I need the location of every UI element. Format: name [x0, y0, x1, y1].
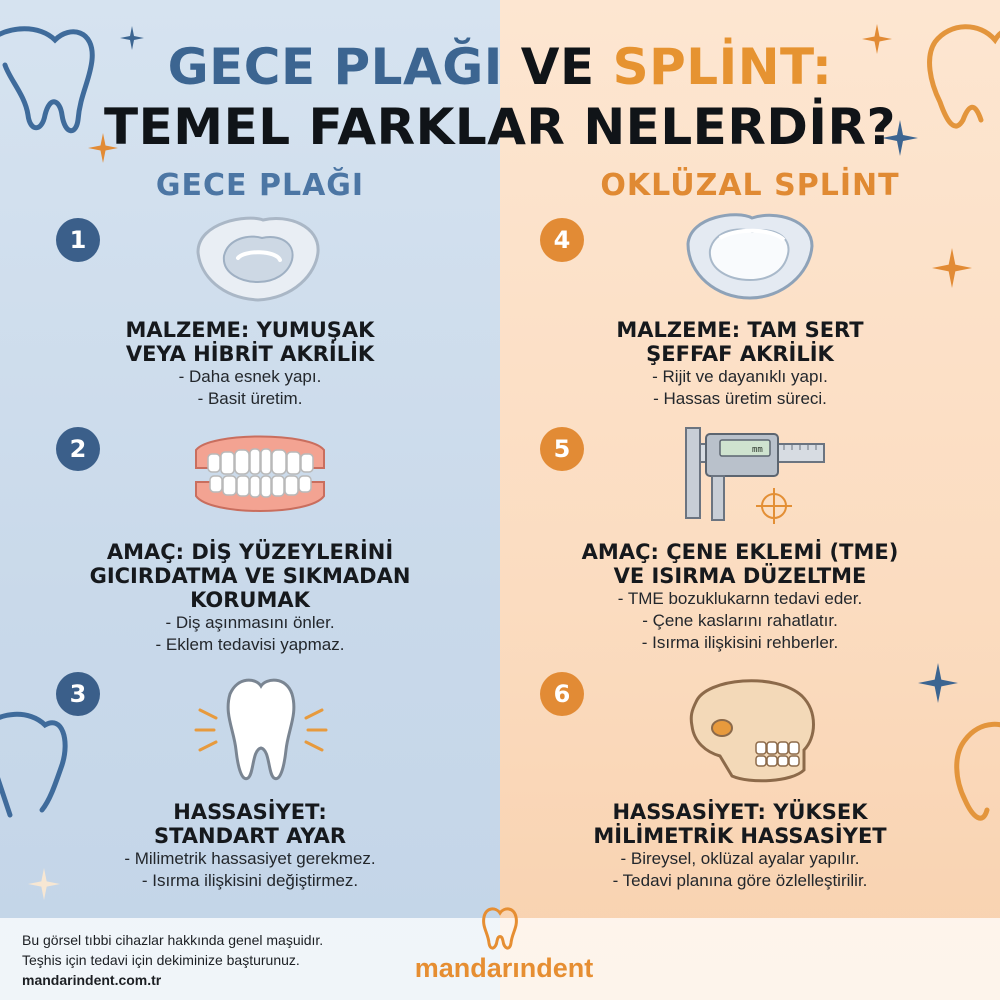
splint-icon	[680, 208, 820, 304]
brand-tooth-logo-icon	[478, 905, 522, 951]
step-number-5: 5	[540, 427, 584, 471]
item-heading: GICIRDATMA VE SIKMADAN	[89, 564, 411, 588]
page-title-line-2: TEMEL FARKLAR NELERDİR?	[104, 98, 896, 156]
info-block-precision-right	[520, 800, 960, 892]
item-heading: ŞEFFAF AKRİLİK	[646, 342, 834, 366]
item-bullet: - Bireysel, oklüzal ayalar yapılır.	[620, 849, 860, 868]
item-bullet: - Tedavi planına göre özlelleştirilir.	[612, 871, 868, 890]
item-bullet: - Eklem tedavisi yapmaz.	[155, 635, 345, 654]
item-heading: HASSASİYET: YÜKSEK	[612, 800, 868, 824]
item-bullet: - Hassas üretim süreci.	[653, 389, 827, 408]
skull-jaw-icon	[676, 672, 826, 790]
right-column-header: OKLÜZAL SPLİNT	[600, 168, 900, 203]
info-block-purpose-right	[520, 540, 960, 654]
website-link[interactable]: mandarindent.com.tr	[22, 972, 162, 988]
info-block-precision-left	[30, 800, 470, 892]
item-heading: MALZEME: YUMUŞAK	[125, 318, 375, 342]
left-column-header: GECE PLAĞI	[155, 168, 365, 203]
item-heading: KORUMAK	[190, 588, 310, 612]
item-bullet: - Isırma ilişkisini değiştirmez.	[141, 871, 359, 890]
item-bullet: - Milimetrik hassasiyet gerekmez.	[124, 849, 376, 868]
title-ve: VE	[520, 38, 595, 96]
sparkle-icon	[932, 248, 972, 288]
info-block-material-right	[520, 318, 960, 410]
item-heading: STANDART AYAR	[153, 824, 347, 848]
caliper-unit-label: mm	[752, 445, 763, 455]
item-heading: VEYA HİBRİT AKRİLİK	[125, 342, 375, 366]
info-block-material-left	[30, 318, 470, 410]
item-bullet: - Basit üretim.	[197, 389, 303, 408]
item-heading: AMAÇ: ÇENE EKLEMİ (TME)	[581, 540, 899, 564]
item-bullet: - TME bozuklukarnn tedavi eder.	[617, 589, 863, 608]
step-number-1: 1	[56, 218, 100, 262]
item-bullet: - Diş aşınmasını önler.	[165, 613, 335, 632]
mouthguard-icon	[188, 212, 328, 304]
item-bullet: - Çene kaslarını rahatlatır.	[642, 611, 838, 630]
item-bullet: - Daha esnek yapı.	[178, 367, 322, 386]
item-heading: HASSASİYET:	[173, 800, 327, 824]
step-number-6: 6	[540, 672, 584, 716]
item-heading: VE ISIRMA DÜZELTME	[613, 564, 867, 588]
step-number-2: 2	[56, 427, 100, 471]
disclaimer	[22, 930, 323, 990]
title-gece-plagi: GECE PLAĞI	[167, 38, 503, 96]
item-bullet: - Rijit ve dayanıklı yapı.	[652, 367, 828, 386]
page-title-line-1	[0, 38, 1000, 96]
item-heading: AMAÇ: DİŞ YÜZEYLERİNİ	[106, 540, 394, 564]
disclaimer-line-2: Teşhis için tedavi için dekiminize başturunuz.	[22, 952, 300, 968]
tooth-icon	[186, 670, 336, 790]
item-heading: MİLİMETRİK HASSASİYET	[593, 824, 887, 848]
title-splint: SPLİNT:	[612, 38, 833, 96]
item-bullet: - Isırma ilişkisini rehberler.	[641, 633, 839, 652]
item-heading: MALZEME: TAM SERT	[616, 318, 864, 342]
disclaimer-line-1: Bu görsel tıbbi cihazlar hakkında genel maşuidır.	[22, 932, 324, 948]
info-block-purpose-left	[30, 540, 470, 656]
caliper-icon	[680, 420, 830, 530]
denture-icon	[190, 430, 330, 518]
step-number-4: 4	[540, 218, 584, 262]
step-number-3: 3	[56, 672, 100, 716]
sparkle-icon	[918, 663, 958, 703]
brand-logo: mandarındent	[414, 953, 594, 983]
